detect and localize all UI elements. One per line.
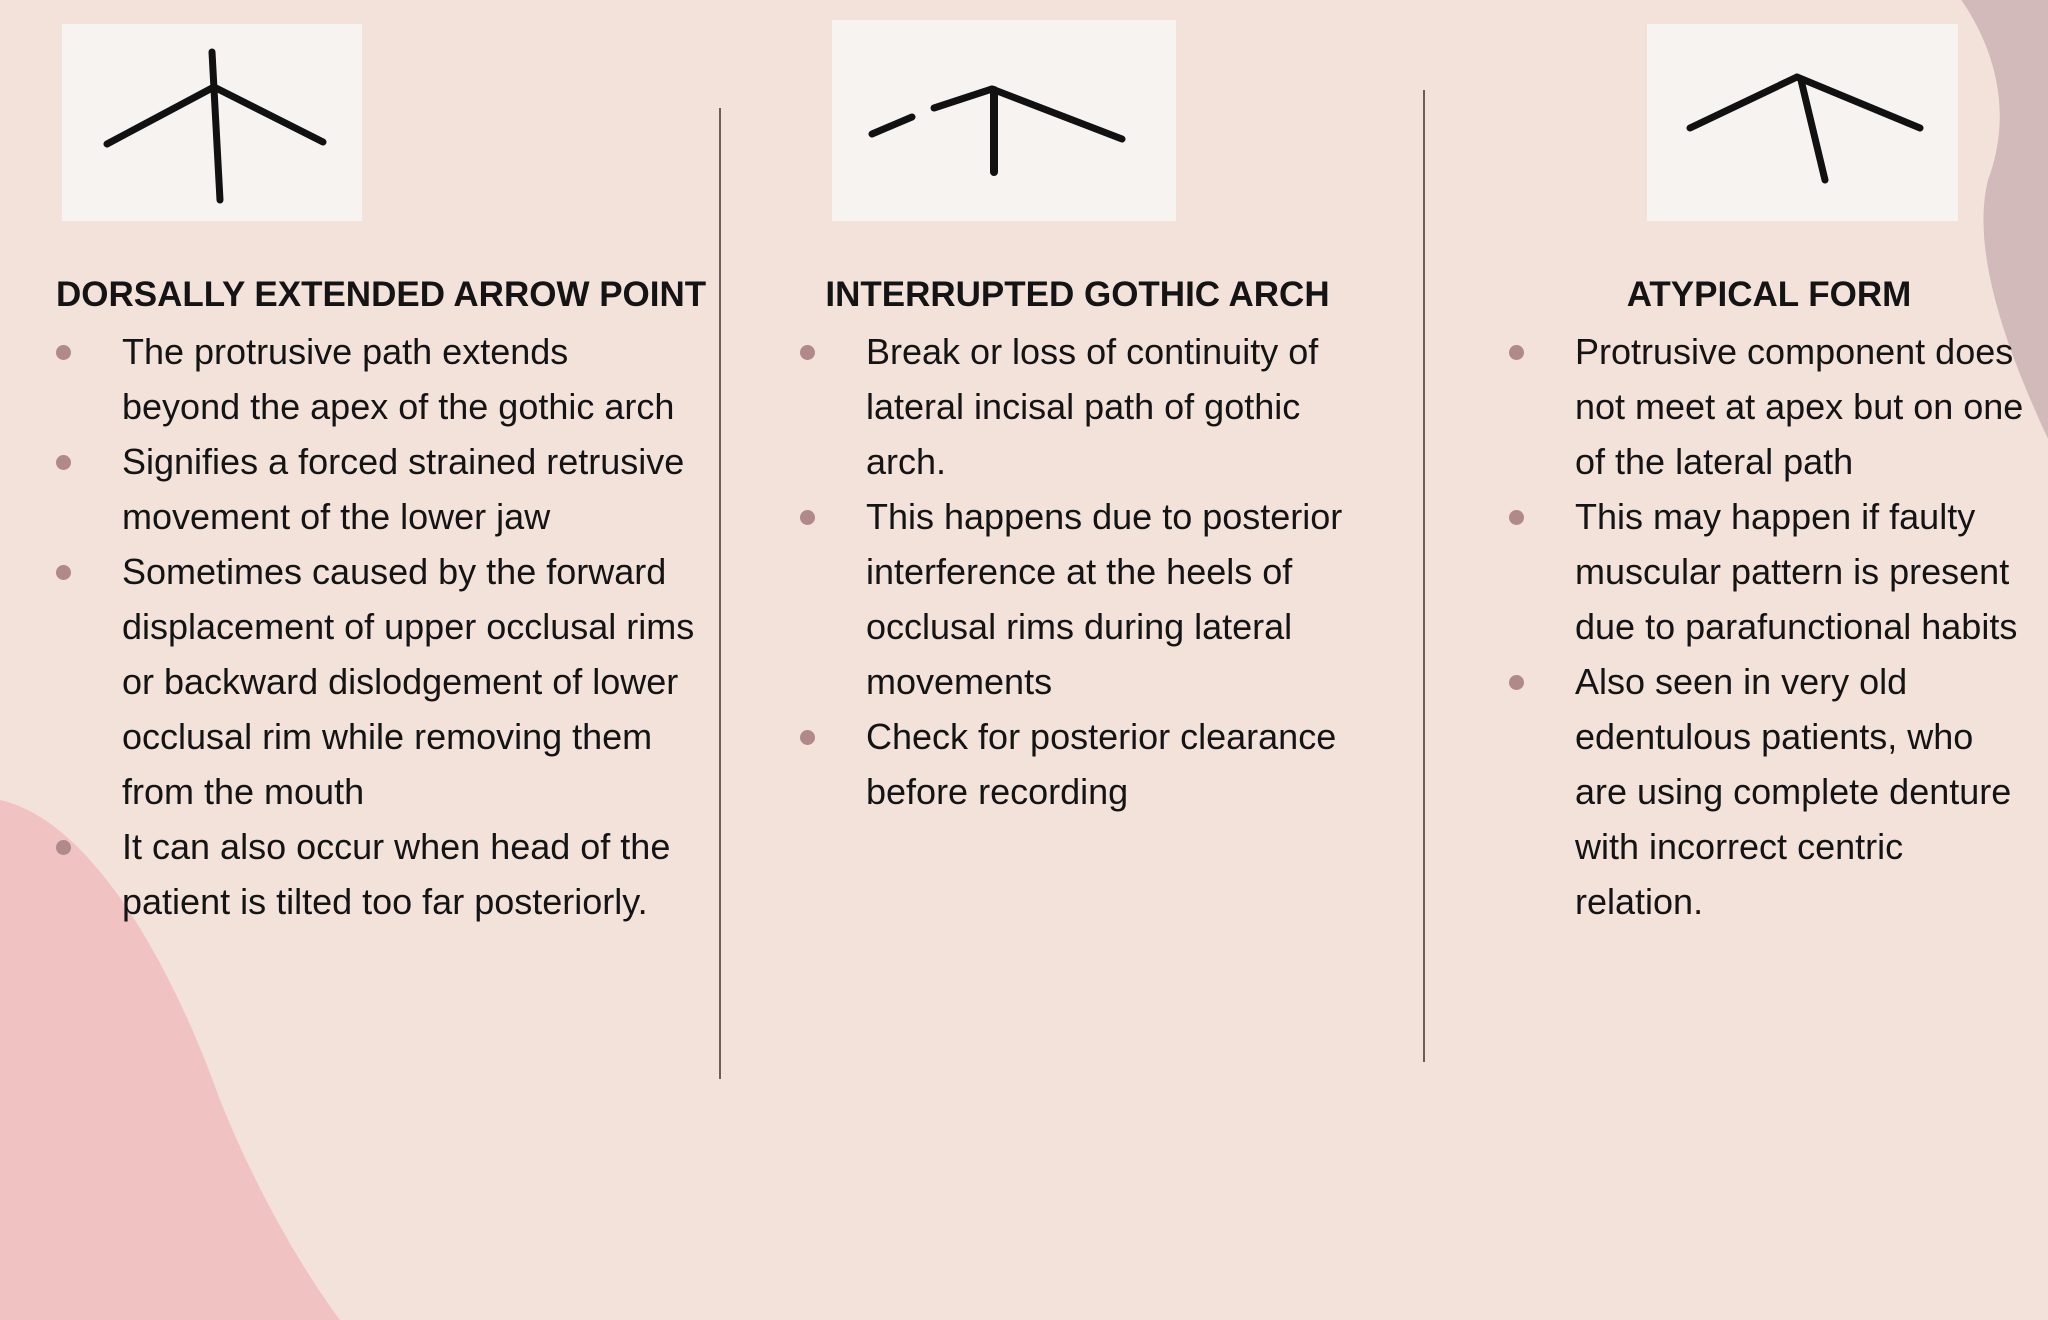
list-item — [800, 324, 1355, 489]
atypical-form-tracing-image — [1647, 24, 1958, 221]
list-item — [56, 819, 696, 929]
bullet-text: The protrusive path extends beyond the apex of the gothic arch — [122, 331, 675, 427]
bullet-icon — [800, 730, 815, 745]
bullet-icon — [1509, 510, 1524, 525]
list-item — [800, 709, 1355, 819]
bullet-icon — [56, 455, 71, 470]
bullet-text: Also seen in very old edentulous patients, who are using complete denture with incorrect centric relation. — [1575, 661, 2012, 922]
column-interrupted-gothic-arch — [800, 270, 1355, 819]
list-item — [56, 544, 696, 819]
column-heading: ATYPICAL FORM — [1626, 275, 1912, 314]
bullet-text: Signifies a forced strained retrusive movement of the lower jaw — [122, 441, 685, 537]
bullet-icon — [56, 840, 71, 855]
list-item — [56, 324, 696, 434]
bullet-icon — [800, 510, 815, 525]
list-item — [800, 489, 1355, 709]
bullet-icon — [56, 345, 71, 360]
bullet-icon — [1509, 675, 1524, 690]
bullet-text: This may happen if faulty muscular pattern is present due to parafunctional habits — [1575, 496, 2018, 647]
column-atypical-form — [1509, 270, 2029, 929]
column-divider-left — [719, 108, 721, 1079]
bullet-icon — [800, 345, 815, 360]
list-item — [56, 434, 696, 544]
bullet-text: This happens due to posterior interference at the heels of occlusal rims during lateral movements — [866, 496, 1343, 702]
bullet-text: Protrusive component does not meet at apex but on one of the lateral path — [1575, 331, 2024, 482]
column-heading: INTERRUPTED GOTHIC ARCH — [825, 275, 1330, 314]
bullet-text: It can also occur when head of the patient is tilted too far posteriorly. — [122, 826, 671, 922]
bullet-icon — [1509, 345, 1524, 360]
bullet-list — [56, 324, 696, 929]
interrupted-gothic-arch-tracing-image — [832, 20, 1176, 221]
list-item — [1509, 489, 2029, 654]
bullet-text: Break or loss of continuity of lateral incisal path of gothic arch. — [866, 331, 1319, 482]
bullet-list — [1509, 324, 2029, 929]
arrow-point-tracing-image — [62, 24, 362, 221]
list-item — [1509, 324, 2029, 489]
column-divider-right — [1423, 90, 1425, 1062]
bullet-text: Check for posterior clearance before recording — [866, 716, 1337, 812]
bullet-list — [800, 324, 1355, 819]
column-dorsally-extended-arrow-point — [56, 270, 707, 929]
bullet-text: Sometimes caused by the forward displacement of upper occlusal rims or backward dislodgement of lower occlusal rim while removing them from the mouth — [122, 551, 695, 812]
column-heading: DORSALLY EXTENDED ARROW POINT — [56, 275, 707, 314]
bullet-icon — [56, 565, 71, 580]
list-item — [1509, 654, 2029, 929]
